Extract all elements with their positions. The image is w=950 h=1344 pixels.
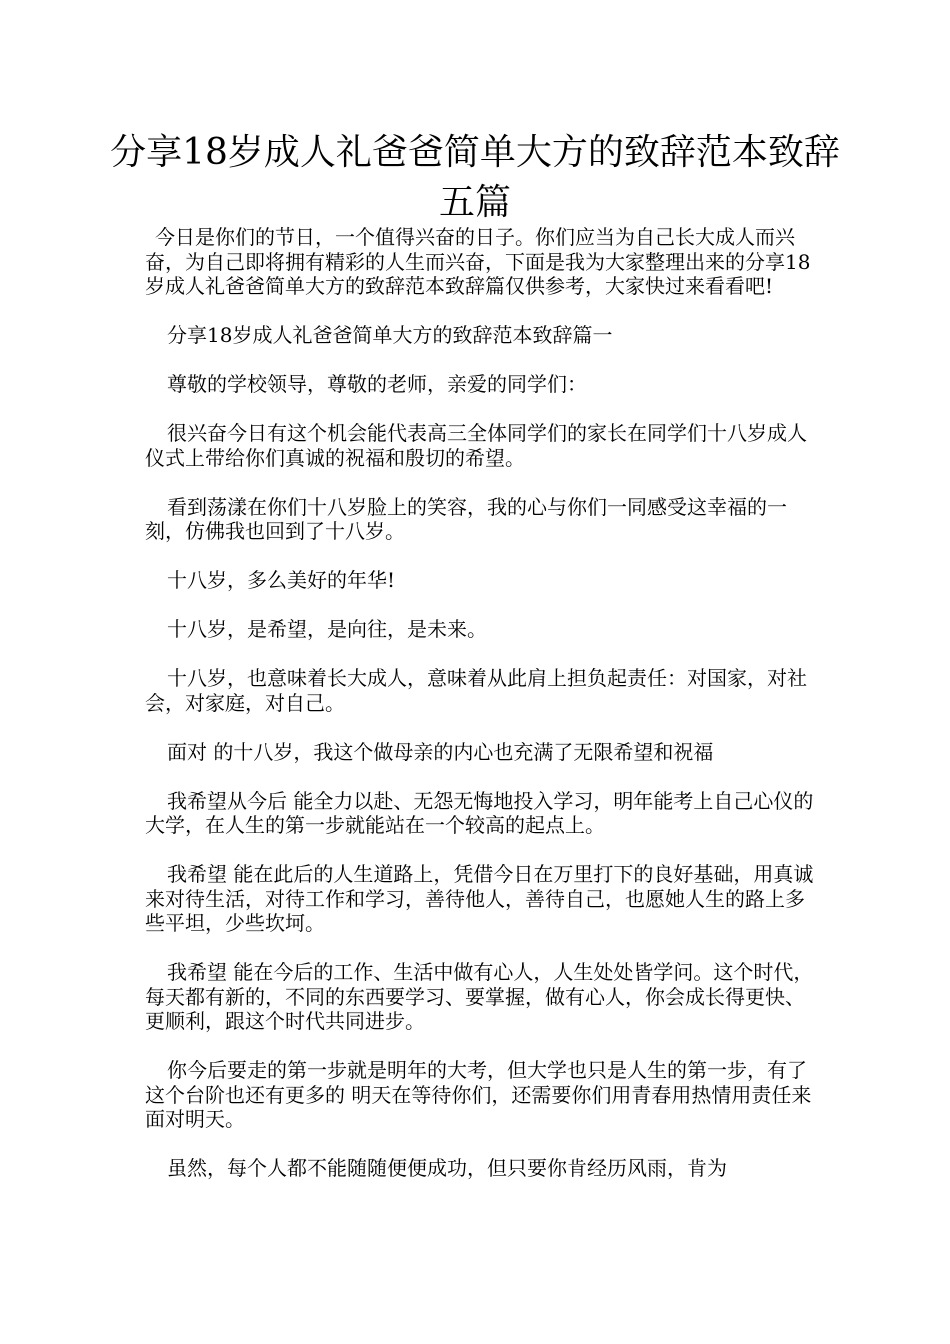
body-paragraph: 你今后要走的第一步就是明年的大考，但大学也只是人生的第一步，有了这个台阶也还有更多的 明天在等待你们，还需要你们用青春用热情用责任来面对明天。 [145, 1058, 812, 1131]
body-paragraph: 我希望从今后 能全力以赴、无怨无悔地投入学习，明年能考上自己心仪的大学，在人生的第一步就能站在一个较高的起点上。 [145, 788, 814, 837]
salutation: 尊敬的学校领导，尊敬的老师，亲爱的同学们： [167, 372, 587, 396]
body-paragraph: 十八岁，是希望，是向往，是未来。 [167, 617, 487, 641]
body-paragraph: 我希望 能在此后的人生道路上，凭借今日在万里打下的良好基础，用真诚来对待生活，对待工作和学习，善待他人，善待自己，也愿她人生的路上多些平坦，少些坎坷。 [145, 862, 814, 935]
body-paragraph: 我希望 能在今后的工作、生活中做有心人，人生处处皆学问。这个时代，每天都有新的，不同的东西要学习、要掌握，做有心人，你会成长得更快、更顺利，跟这个时代共同进步。 [145, 960, 814, 1033]
body-paragraph: 十八岁，多么美好的年华! [167, 568, 396, 592]
body-paragraph: 虽然，每个人都不能随随便便成功，但只要你肯经历风雨，肯为 [167, 1156, 727, 1180]
body-paragraph: 十八岁，也意味着长大成人，意味着从此肩上担负起责任：对国家，对社会，对家庭，对自己。 [145, 666, 807, 715]
body-paragraph: 面对 的十八岁，我这个做母亲的内心也充满了无限希望和祝福 [167, 739, 714, 764]
section-heading: 分享18岁成人礼爸爸简单大方的致辞范本致辞篇一 [167, 323, 613, 347]
body-paragraph: 很兴奋今日有这个机会能代表高三全体同学们的家长在同学们十八岁成人仪式上带给你们真诚的祝福和殷切的希望。 [145, 421, 807, 470]
document-body [145, 225, 815, 1205]
intro-paragraph: 今日是你们的节日，一个值得兴奋的日子。你们应当为自己长大成人而兴奋，为自己即将拥有精彩的人生而兴奋，下面是我为大家整理出来的分享18岁成人礼爸爸简单大方的致辞范本致辞篇仅供参考，大家快过来看看吧! [145, 225, 811, 298]
document-title: 分享18岁成人礼爸爸简单大方的致辞范本致辞五篇 [110, 132, 840, 223]
body-paragraph: 看到荡漾在你们十八岁脸上的笑容，我的心与你们一同感受这幸福的一刻，仿佛我也回到了十八岁。 [145, 494, 787, 543]
